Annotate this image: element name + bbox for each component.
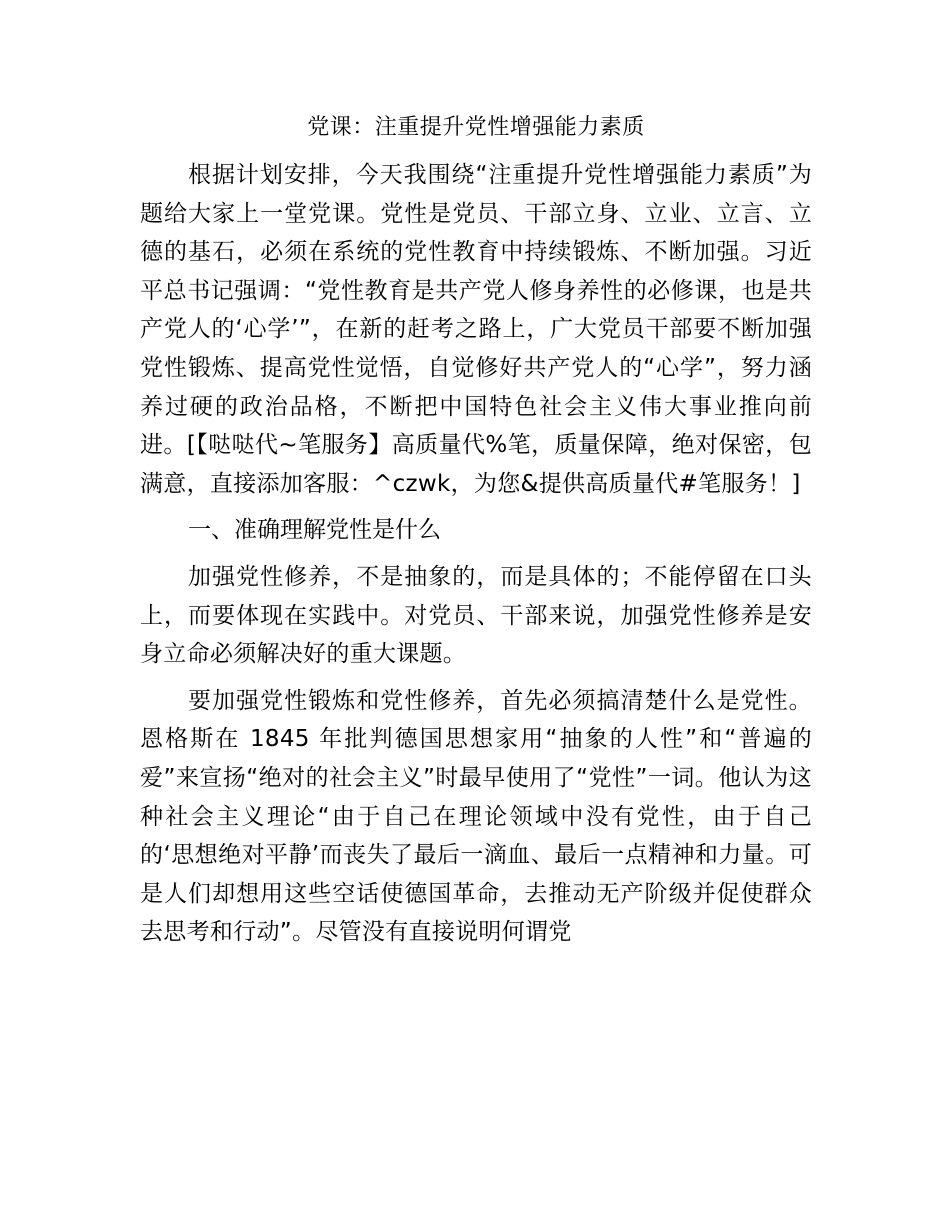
intro-paragraph: 根据计划安排，今天我围绕“注重提升党性增强能力素质”为题给大家上一堂党课。党性是党员、干部立身、立业、立言、立德的基石，必须在系统的党性教育中持续锻炼、不断加强。习近平总书记强调：“党性教育是共产党人修身养性的必修课，也是共产党人的‘心学’”，在新的赶考之路上，广大党员干部要不断加强党性锻炼、提高党性觉悟，自觉修好共产党人的“心学”，努力涵养过硬的政治品格，不断把中国特色社会主义伟大事业推向前进。[【哒哒代~笔服务】高质量代%笔，质量保障，绝对保密，包满意，直接添加客服：^czwk，为您&提供高质量代#笔服务！] xyxy=(140,162,812,497)
document-title: 党课：注重提升党性增强能力素质 xyxy=(307,115,645,140)
section-heading-1: 一、准确理解党性是什么 xyxy=(188,517,441,544)
document-page xyxy=(140,108,812,952)
section1-paragraph-1: 加强党性修养，不是抽象的，而是具体的；不能停留在口头上，而要体现在实践中。对党员、干部来说，加强党性修养是安身立命必须解决好的重大课题。 xyxy=(140,563,812,668)
section1-paragraph-2: 要加强党性锻炼和党性修养，首先必须搞清楚什么是党性。恩格斯在 1845 年批判德国思想家用“抽象的人性”和“普遍的爱”来宣扬“绝对的社会主义”时最早使用了“党性”一词。他认为这种社会主义理论“由于自己在理论领域中没有党性，由于自己的‘思想绝对平静’而丧失了最后一滴血、最后一点精神和力量。可是人们却想用这些空话使德国革命，去推动无产阶级并促使群众去思考和行动”。尽管没有直接说明何谓党 xyxy=(140,687,812,946)
